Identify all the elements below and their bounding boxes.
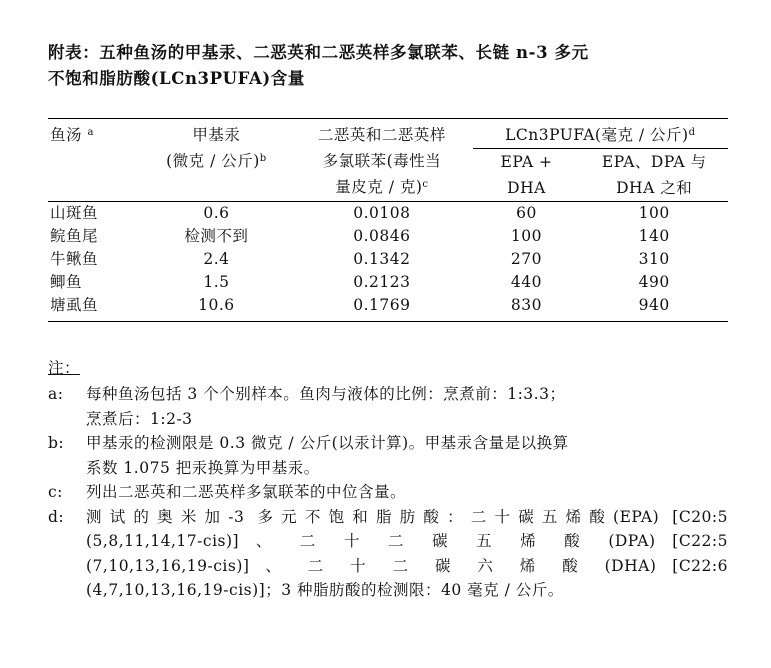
- note-b: [48, 431, 728, 480]
- note-text-line: 每种鱼汤包括 3 个个别样本。鱼肉与液体的比例：烹煮前：1:3.3；: [86, 385, 566, 403]
- cell-sum: 310: [638, 250, 670, 268]
- cell-methylmercury: 0.6: [203, 204, 230, 222]
- cell-sum: 490: [638, 273, 670, 291]
- cell-epa-dha: 270: [510, 250, 543, 268]
- table-row: [48, 248, 728, 271]
- cell-dioxin-pcb: 0.0846: [353, 227, 411, 245]
- note-text-line: 烹煮后：1:2-3: [86, 409, 193, 428]
- header-epa-dha: EPA + DHA: [473, 149, 581, 202]
- footnotes: [48, 356, 728, 603]
- note-a: [48, 382, 728, 431]
- note-text-line: (7,10,13,16,19-cis)] 、 二 十 二 碳 六 烯 酸 (DHA) [C22:6: [86, 556, 728, 575]
- cell-epa-dha: 830: [473, 294, 581, 322]
- cell-dioxin-pcb: 0.1769: [291, 294, 472, 322]
- cell-sum: 100: [638, 204, 670, 222]
- document-page: [48, 40, 728, 603]
- cell-dioxin-pcb: 0.2123: [353, 273, 411, 291]
- cell-fish: 鲩鱼尾: [50, 227, 99, 245]
- title-line-2: 不饱和脂肪酸(LCn3PUFA)含量: [48, 69, 305, 88]
- note-label: d:: [48, 507, 65, 526]
- note-c: [48, 480, 728, 505]
- cell-fish: 塘虱鱼: [48, 294, 142, 322]
- note-text-line: 列出二恶英和二恶英样多氯联苯的中位含量。: [86, 483, 407, 501]
- cell-fish: 山斑鱼: [50, 204, 99, 222]
- cell-methylmercury: 检测不到: [184, 227, 249, 245]
- header-epa-dpa-dha-sum: EPA、DPA 与 DHA 之和: [580, 149, 728, 202]
- cell-fish: 牛鳅鱼: [50, 250, 99, 268]
- table-row: [48, 225, 728, 248]
- cell-sum: 940: [580, 294, 728, 322]
- cell-sum: 140: [638, 227, 670, 245]
- cell-dioxin-pcb: 0.1342: [353, 250, 411, 268]
- note-text-line: (5,8,11,14,17-cis)] 、 二 十 二 碳 五 烯 酸 (DPA) [C22:5: [86, 532, 728, 550]
- note-label: b:: [48, 434, 65, 452]
- header-lcn3pufa: LCn3PUFA(毫克 / 公斤)$^d$: [473, 119, 728, 149]
- cell-dioxin-pcb: 0.0108: [353, 204, 411, 222]
- cell-epa-dha: 440: [510, 273, 543, 291]
- cell-methylmercury: 2.4: [203, 250, 230, 268]
- table-row: [48, 271, 728, 294]
- table-row: [48, 202, 728, 226]
- cell-epa-dha: 60: [516, 204, 537, 222]
- table-title: [48, 40, 728, 92]
- notes-heading: 注：: [48, 359, 81, 377]
- title-line-1: 附表：五种鱼汤的甲基汞、二恶英和二恶英样多氯联苯、长链 n-3 多元: [48, 43, 589, 62]
- cell-epa-dha: 100: [510, 227, 543, 245]
- note-d: [48, 505, 728, 603]
- cell-fish: 鲫鱼: [50, 273, 83, 291]
- note-label: c:: [48, 483, 63, 501]
- note-label: a:: [48, 385, 64, 403]
- table-row: [48, 294, 728, 322]
- fish-soup-table: [48, 118, 728, 322]
- note-text-line: 甲基汞的检测限是 0.3 微克 / 公斤(以汞计算)。甲基汞含量是以换算: [86, 434, 569, 452]
- note-text-line: 系数 1.075 把汞换算为甲基汞。: [86, 458, 320, 477]
- header-methylmercury: 甲基汞 (微克 / 公斤)$^b$: [142, 119, 292, 202]
- note-text-line: 测试的奥米加-3 多元不饱和脂肪酸：二十碳五烯酸(EPA) [C20:5: [86, 507, 728, 526]
- header-fish: 鱼汤 $^a$: [48, 119, 142, 202]
- note-text-line: (4,7,10,13,16,19-cis)]；3 种脂肪酸的检测限：40 毫克 / 公斤。: [86, 581, 564, 599]
- header-dioxin-pcb: 二恶英和二恶英样 多氯联苯(毒性当 量皮克 / 克)$^c$: [291, 119, 472, 202]
- cell-methylmercury: 1.5: [203, 273, 230, 291]
- cell-methylmercury: 10.6: [142, 294, 292, 322]
